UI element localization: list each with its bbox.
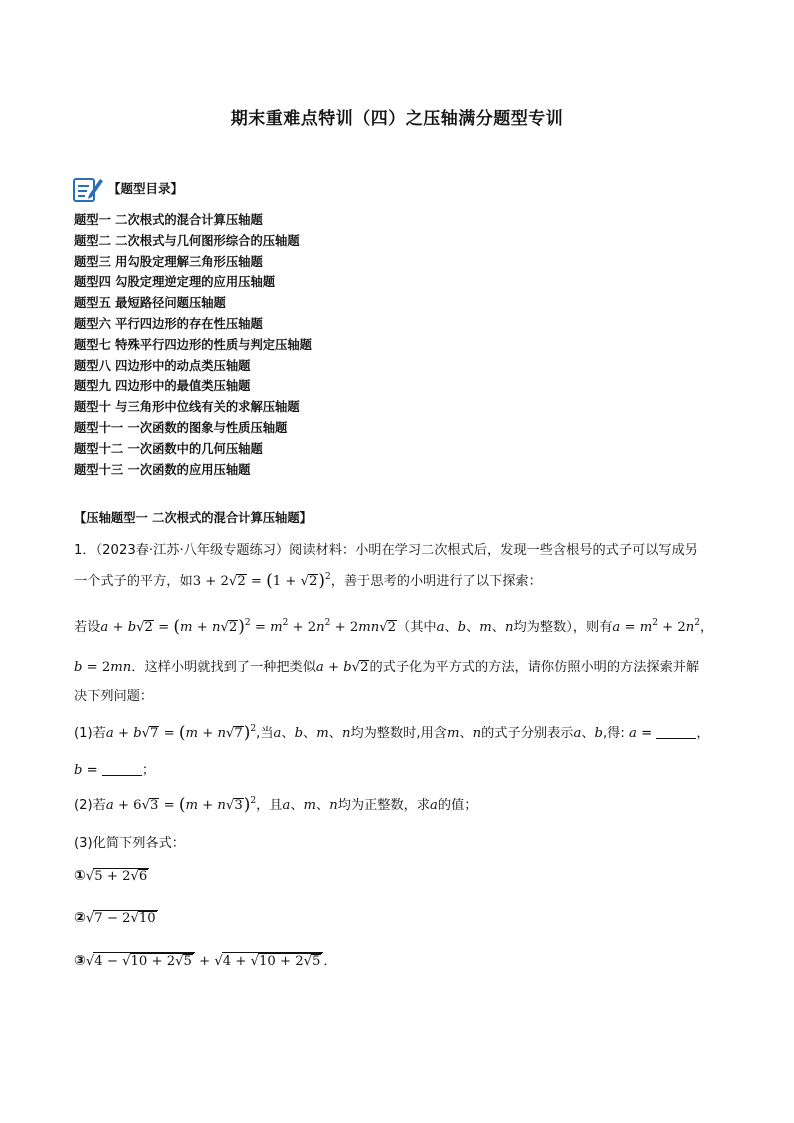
toc-label: 【题型目录】: [108, 181, 184, 196]
text-run: ,得:: [602, 726, 625, 741]
notepad-pencil-icon: [72, 173, 104, 203]
circle-number: ①: [74, 868, 86, 884]
text-run: 的值；: [437, 798, 478, 813]
toc-item[interactable]: 题型九 四边形中的最值类压轴题: [74, 379, 251, 394]
problem-line-2: [74, 570, 734, 591]
formula-expansion: $a + b√2 = (m + n√2)^2 = m^2 + 2n^2 + 2mn√2$: [100, 617, 397, 637]
formula-example: $3 + 2√2 = (1 + √2)^2$: [192, 571, 331, 591]
problem-line-5: 决下列问题：: [74, 689, 154, 704]
text-run: 均为整数），则有: [513, 620, 613, 635]
toc-item[interactable]: 题型七 特殊平行四边形的性质与判定压轴题: [74, 337, 312, 352]
formula-a: $a = m^2 + 2n^2$: [612, 618, 701, 635]
toc-list: [74, 210, 312, 480]
formula-q1: $a + b√7 = (m + n√7)^2$: [105, 723, 257, 743]
toc-item[interactable]: 题型十一 一次函数的图象与性质压轴题: [74, 420, 288, 435]
toc-item[interactable]: 题型四 勾股定理逆定理的应用压轴题: [74, 275, 276, 290]
text-run: 若设: [74, 620, 101, 635]
answer-blank-a[interactable]: [656, 726, 696, 739]
text-run: ．这样小明就找到了一种把类似: [131, 660, 316, 675]
text-run: （其中: [397, 620, 437, 635]
page-title: 期末重难点特训（四）之压轴满分题型专训: [230, 109, 564, 129]
text-run: ，善于思考的小明进行了以下探索：: [330, 574, 542, 589]
toc-item[interactable]: 题型二 二次根式与几何图形综合的压轴题: [74, 233, 300, 248]
sub-question-3: [74, 950, 734, 969]
sub-question-2: [74, 910, 734, 926]
text-run: 的式子化为平方式的方法，请你仿照小明的方法探索并解: [369, 660, 700, 675]
toc-header: [72, 172, 183, 204]
problem-line-1: 1．（2023春·江苏·八年级专题练习）阅读材料：小明在学习二次根式后，发现一些含根号的式子可以写成另: [74, 543, 698, 558]
toc-item[interactable]: 题型三 用勾股定理解三角形压轴题: [74, 254, 263, 269]
problem-line-3: 若设$a + b√2 = (m + n√2)^2 = m^2 + 2n^2 + 2mn√2$（其中a、b、m、n均为整数），则有$a = m^2 + 2n^2$，: [74, 617, 714, 637]
question-2: (2)若$a + 6√3 = (m + n√3)^2$，且a、m、n均为正整数，求a的值；: [74, 795, 478, 815]
question-1-line-1: (1)若$a + b√7 = (m + n√7)^2$,当a、b、m、n均为整数时,用含m、n的式子分别表示a、b,得: a = ，: [74, 723, 710, 743]
end-mark: ．: [323, 954, 337, 969]
var-list: a: [436, 620, 445, 635]
text-run: 一个式子的平方，如: [74, 574, 193, 589]
formula-sub-2: √7 − 2√10: [85, 911, 156, 926]
section-heading: 【压轴题型一 二次根式的混合计算压轴题】: [74, 511, 312, 525]
toc-item[interactable]: 题型十二 一次函数中的几何压轴题: [74, 441, 263, 456]
text-run: (2)若: [74, 798, 106, 813]
toc-item[interactable]: 题型十三 一次函数的应用压轴题: [74, 462, 251, 477]
formula-form: a + b√2: [315, 660, 369, 675]
toc-item[interactable]: 题型六 平行四边形的存在性压轴题: [74, 316, 263, 331]
answer-blank-b[interactable]: [102, 763, 142, 776]
text-run: 均为整数时,用含: [350, 726, 447, 741]
toc-item[interactable]: 题型一 二次根式的混合计算压轴题: [74, 213, 263, 227]
text-run: 的式子分别表示: [481, 726, 574, 741]
question-1-line-2: b = ；: [74, 763, 156, 778]
formula-sub-1: √5 + 2√6: [85, 869, 148, 884]
circle-number: ③: [74, 953, 86, 969]
problem-line-4: [74, 656, 734, 675]
question-3: (3)化简下列各式：: [74, 836, 185, 851]
formula-q2: $a + 6√3 = (m + n√3)^2$: [105, 795, 257, 815]
text-run: ,当: [256, 726, 274, 741]
text-run: 均为正整数，求: [337, 798, 431, 813]
formula-b: b = 2mn: [74, 660, 132, 675]
sub-question-1: [74, 868, 734, 884]
toc-item[interactable]: 题型五 最短路径问题压轴题: [74, 296, 226, 311]
toc-item[interactable]: 题型八 四边形中的动点类压轴题: [74, 358, 251, 373]
text-run: ，且: [256, 798, 283, 813]
toc-item[interactable]: 题型十 与三角形中位线有关的求解压轴题: [74, 400, 300, 415]
formula-sub-3: √4 − √10 + 2√5 + √4 + √10 + 2√5: [86, 954, 324, 969]
circle-number: ②: [74, 910, 86, 926]
text-run: (1)若: [74, 726, 106, 741]
